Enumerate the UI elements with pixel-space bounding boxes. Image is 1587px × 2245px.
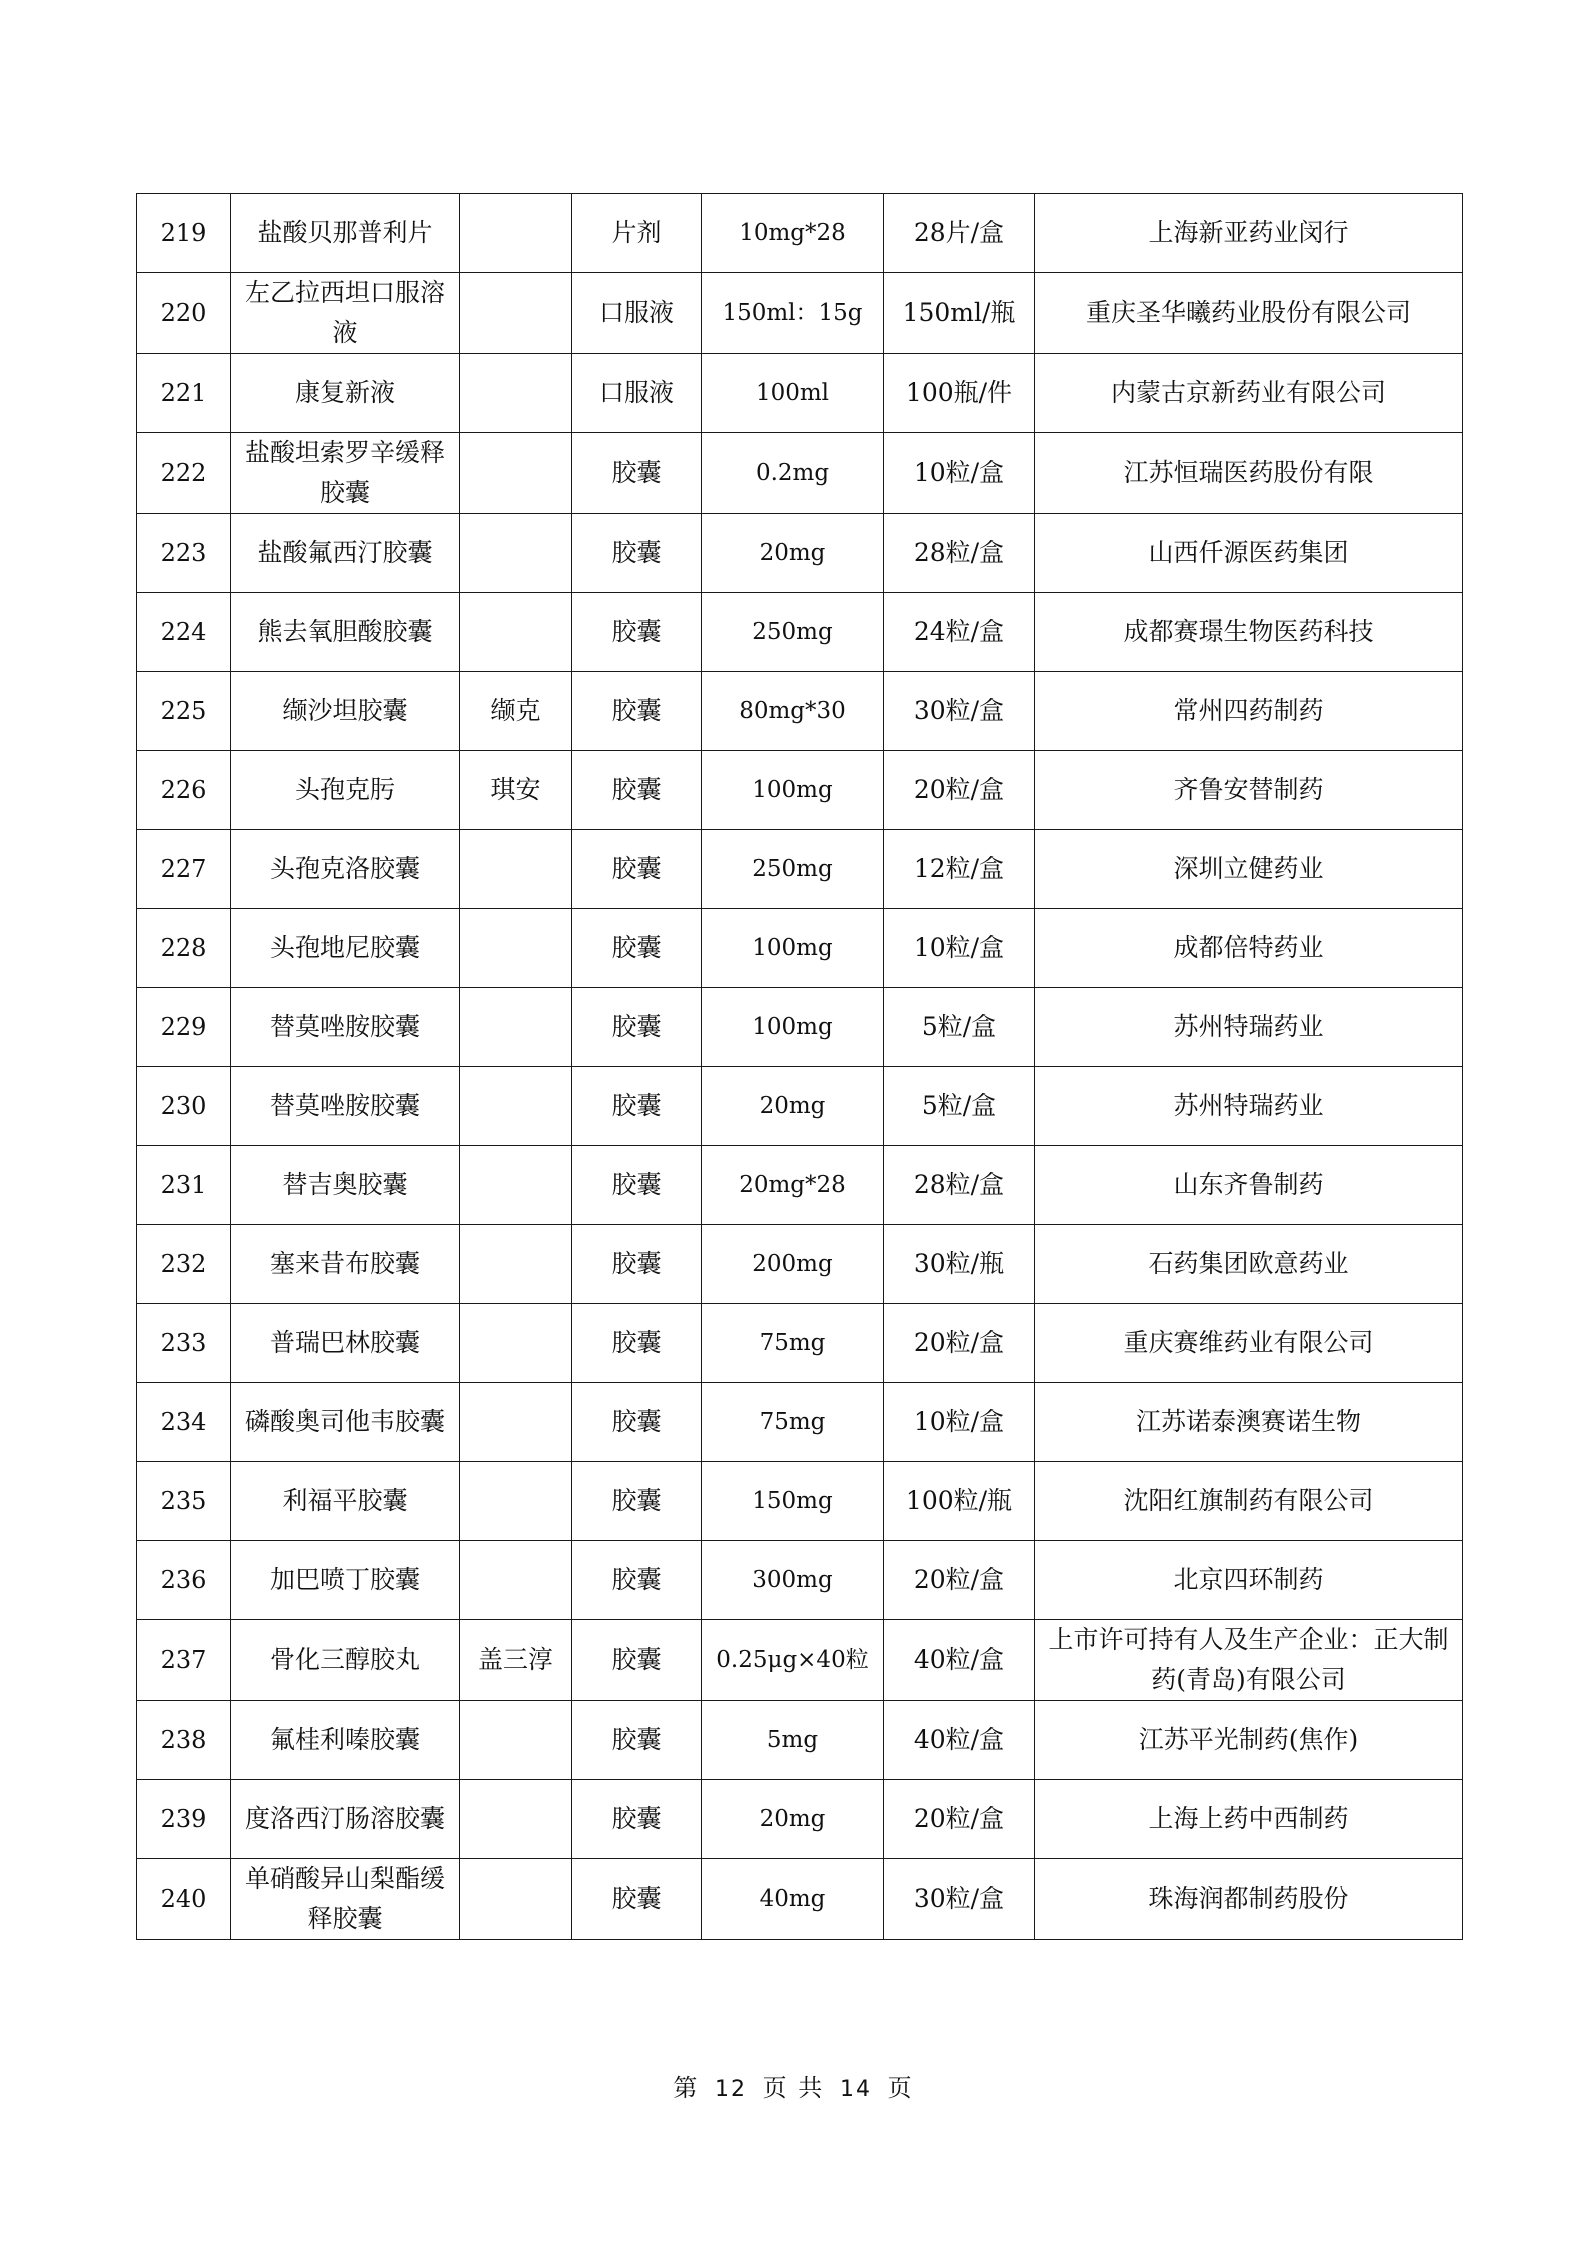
current-page-number: 12 [715, 2077, 748, 2102]
dosage-form-cell: 胶囊 [572, 1620, 702, 1701]
specification-cell: 20mg [702, 1780, 884, 1859]
drug-name-cell: 利福平胶囊 [231, 1462, 460, 1541]
drug-name-cell: 康复新液 [231, 354, 460, 433]
row-number-cell: 224 [137, 593, 231, 672]
specification-cell: 40mg [702, 1859, 884, 1940]
manufacturer-cell: 沈阳红旗制药有限公司 [1035, 1462, 1463, 1541]
brand-name-cell [460, 1541, 572, 1620]
package-cell: 20粒/盒 [884, 751, 1035, 830]
specification-cell: 100mg [702, 909, 884, 988]
drug-name-cell: 替吉奥胶囊 [231, 1146, 460, 1225]
row-number-cell: 236 [137, 1541, 231, 1620]
drug-name-cell: 头孢克洛胶囊 [231, 830, 460, 909]
package-cell: 100瓶/件 [884, 354, 1035, 433]
manufacturer-cell: 常州四药制药 [1035, 672, 1463, 751]
specification-cell: 300mg [702, 1541, 884, 1620]
dosage-form-cell: 胶囊 [572, 1383, 702, 1462]
row-number-cell: 230 [137, 1067, 231, 1146]
drug-name-cell: 磷酸奥司他韦胶囊 [231, 1383, 460, 1462]
specification-cell: 20mg [702, 1067, 884, 1146]
table-row [137, 1225, 1463, 1304]
table-row [137, 1541, 1463, 1620]
brand-name-cell [460, 988, 572, 1067]
table-row [137, 1780, 1463, 1859]
row-number-cell: 237 [137, 1620, 231, 1701]
brand-name-cell [460, 1859, 572, 1940]
manufacturer-cell: 山西仟源医药集团 [1035, 514, 1463, 593]
table-row [137, 1304, 1463, 1383]
drug-name-cell: 普瑞巴林胶囊 [231, 1304, 460, 1383]
manufacturer-cell: 重庆赛维药业有限公司 [1035, 1304, 1463, 1383]
brand-name-cell [460, 1701, 572, 1780]
manufacturer-cell: 珠海润都制药股份 [1035, 1859, 1463, 1940]
manufacturer-cell: 苏州特瑞药业 [1035, 1067, 1463, 1146]
row-number-cell: 220 [137, 273, 231, 354]
package-cell: 10粒/盒 [884, 909, 1035, 988]
package-cell: 28片/盒 [884, 194, 1035, 273]
brand-name-cell: 琪安 [460, 751, 572, 830]
package-cell: 30粒/盒 [884, 1859, 1035, 1940]
table-row [137, 751, 1463, 830]
specification-cell: 200mg [702, 1225, 884, 1304]
manufacturer-cell: 重庆圣华曦药业股份有限公司 [1035, 273, 1463, 354]
footer-middle: 页 共 [762, 2074, 825, 2102]
manufacturer-cell: 山东齐鲁制药 [1035, 1146, 1463, 1225]
dosage-form-cell: 胶囊 [572, 909, 702, 988]
manufacturer-cell: 北京四环制药 [1035, 1541, 1463, 1620]
specification-cell: 150ml：15g [702, 273, 884, 354]
brand-name-cell [460, 1067, 572, 1146]
drug-name-cell: 氟桂利嗪胶囊 [231, 1701, 460, 1780]
package-cell: 30粒/盒 [884, 672, 1035, 751]
dosage-form-cell: 口服液 [572, 354, 702, 433]
package-cell: 40粒/盒 [884, 1701, 1035, 1780]
manufacturer-cell: 江苏平光制药(焦作) [1035, 1701, 1463, 1780]
specification-cell: 0.25μg×40粒 [702, 1620, 884, 1701]
drug-name-cell: 塞来昔布胶囊 [231, 1225, 460, 1304]
dosage-form-cell: 胶囊 [572, 830, 702, 909]
table-row [137, 273, 1463, 354]
package-cell: 40粒/盒 [884, 1620, 1035, 1701]
drug-name-cell: 盐酸贝那普利片 [231, 194, 460, 273]
drug-name-cell: 度洛西汀肠溶胶囊 [231, 1780, 460, 1859]
brand-name-cell [460, 273, 572, 354]
footer-prefix: 第 [673, 2074, 700, 2102]
dosage-form-cell: 胶囊 [572, 1701, 702, 1780]
table-row [137, 1701, 1463, 1780]
drug-name-cell: 加巴喷丁胶囊 [231, 1541, 460, 1620]
dosage-form-cell: 胶囊 [572, 1067, 702, 1146]
brand-name-cell: 缬克 [460, 672, 572, 751]
dosage-form-cell: 胶囊 [572, 1146, 702, 1225]
package-cell: 20粒/盒 [884, 1304, 1035, 1383]
drug-name-cell: 熊去氧胆酸胶囊 [231, 593, 460, 672]
package-cell: 10粒/盒 [884, 433, 1035, 514]
package-cell: 20粒/盒 [884, 1780, 1035, 1859]
row-number-cell: 233 [137, 1304, 231, 1383]
specification-cell: 5mg [702, 1701, 884, 1780]
dosage-form-cell: 胶囊 [572, 1462, 702, 1541]
dosage-form-cell: 胶囊 [572, 1780, 702, 1859]
manufacturer-cell: 上海新亚药业闵行 [1035, 194, 1463, 273]
manufacturer-cell: 深圳立健药业 [1035, 830, 1463, 909]
dosage-form-cell: 口服液 [572, 273, 702, 354]
specification-cell: 75mg [702, 1304, 884, 1383]
drug-name-cell: 盐酸氟西汀胶囊 [231, 514, 460, 593]
row-number-cell: 225 [137, 672, 231, 751]
row-number-cell: 235 [137, 1462, 231, 1541]
table-row [137, 514, 1463, 593]
manufacturer-cell: 江苏恒瑞医药股份有限 [1035, 433, 1463, 514]
drug-name-cell: 头孢克肟 [231, 751, 460, 830]
drug-name-cell: 缬沙坦胶囊 [231, 672, 460, 751]
row-number-cell: 238 [137, 1701, 231, 1780]
brand-name-cell [460, 1304, 572, 1383]
dosage-form-cell: 胶囊 [572, 433, 702, 514]
specification-cell: 75mg [702, 1383, 884, 1462]
row-number-cell: 239 [137, 1780, 231, 1859]
drug-name-cell: 头孢地尼胶囊 [231, 909, 460, 988]
brand-name-cell [460, 354, 572, 433]
table-row [137, 194, 1463, 273]
drug-name-cell: 左乙拉西坦口服溶液 [231, 273, 460, 354]
dosage-form-cell: 胶囊 [572, 988, 702, 1067]
manufacturer-cell: 江苏诺泰澳赛诺生物 [1035, 1383, 1463, 1462]
table-row [137, 988, 1463, 1067]
table-body [137, 194, 1463, 1940]
manufacturer-cell: 齐鲁安替制药 [1035, 751, 1463, 830]
brand-name-cell: 盖三淳 [460, 1620, 572, 1701]
table-row [137, 1383, 1463, 1462]
table-row [137, 1462, 1463, 1541]
row-number-cell: 223 [137, 514, 231, 593]
package-cell: 12粒/盒 [884, 830, 1035, 909]
row-number-cell: 229 [137, 988, 231, 1067]
row-number-cell: 226 [137, 751, 231, 830]
package-cell: 150ml/瓶 [884, 273, 1035, 354]
package-cell: 30粒/瓶 [884, 1225, 1035, 1304]
table-row [137, 433, 1463, 514]
table-row [137, 1620, 1463, 1701]
brand-name-cell [460, 593, 572, 672]
manufacturer-cell: 成都赛璟生物医药科技 [1035, 593, 1463, 672]
row-number-cell: 221 [137, 354, 231, 433]
dosage-form-cell: 胶囊 [572, 1859, 702, 1940]
package-cell: 24粒/盒 [884, 593, 1035, 672]
drug-name-cell: 单硝酸异山梨酯缓释胶囊 [231, 1859, 460, 1940]
specification-cell: 100ml [702, 354, 884, 433]
manufacturer-cell: 石药集团欧意药业 [1035, 1225, 1463, 1304]
total-pages-number: 14 [839, 2077, 872, 2102]
table-row [137, 909, 1463, 988]
package-cell: 5粒/盒 [884, 988, 1035, 1067]
brand-name-cell [460, 514, 572, 593]
specification-cell: 250mg [702, 830, 884, 909]
table-row [137, 1146, 1463, 1225]
brand-name-cell [460, 909, 572, 988]
specification-cell: 20mg [702, 514, 884, 593]
package-cell: 28粒/盒 [884, 1146, 1035, 1225]
specification-cell: 250mg [702, 593, 884, 672]
row-number-cell: 234 [137, 1383, 231, 1462]
drug-list-table [136, 193, 1463, 1940]
row-number-cell: 232 [137, 1225, 231, 1304]
drug-name-cell: 替莫唑胺胶囊 [231, 1067, 460, 1146]
specification-cell: 100mg [702, 751, 884, 830]
package-cell: 10粒/盒 [884, 1383, 1035, 1462]
dosage-form-cell: 胶囊 [572, 1304, 702, 1383]
dosage-form-cell: 胶囊 [572, 1225, 702, 1304]
table-row [137, 1859, 1463, 1940]
manufacturer-cell: 上市许可持有人及生产企业：正大制药(青岛)有限公司 [1035, 1620, 1463, 1701]
brand-name-cell [460, 194, 572, 273]
table-row [137, 354, 1463, 433]
specification-cell: 150mg [702, 1462, 884, 1541]
package-cell: 28粒/盒 [884, 514, 1035, 593]
row-number-cell: 240 [137, 1859, 231, 1940]
table-row [137, 672, 1463, 751]
row-number-cell: 222 [137, 433, 231, 514]
drug-name-cell: 替莫唑胺胶囊 [231, 988, 460, 1067]
dosage-form-cell: 片剂 [572, 194, 702, 273]
row-number-cell: 228 [137, 909, 231, 988]
footer-suffix: 页 [887, 2074, 914, 2102]
table-row [137, 1067, 1463, 1146]
row-number-cell: 231 [137, 1146, 231, 1225]
dosage-form-cell: 胶囊 [572, 1541, 702, 1620]
brand-name-cell [460, 1780, 572, 1859]
dosage-form-cell: 胶囊 [572, 593, 702, 672]
package-cell: 5粒/盒 [884, 1067, 1035, 1146]
brand-name-cell [460, 1146, 572, 1225]
specification-cell: 20mg*28 [702, 1146, 884, 1225]
drug-name-cell: 骨化三醇胶丸 [231, 1620, 460, 1701]
specification-cell: 0.2mg [702, 433, 884, 514]
specification-cell: 80mg*30 [702, 672, 884, 751]
brand-name-cell [460, 1225, 572, 1304]
specification-cell: 10mg*28 [702, 194, 884, 273]
table-row [137, 830, 1463, 909]
manufacturer-cell: 上海上药中西制药 [1035, 1780, 1463, 1859]
row-number-cell: 219 [137, 194, 231, 273]
package-cell: 100粒/瓶 [884, 1462, 1035, 1541]
page-footer [0, 2068, 1587, 2103]
manufacturer-cell: 内蒙古京新药业有限公司 [1035, 354, 1463, 433]
dosage-form-cell: 胶囊 [572, 672, 702, 751]
brand-name-cell [460, 830, 572, 909]
package-cell: 20粒/盒 [884, 1541, 1035, 1620]
brand-name-cell [460, 433, 572, 514]
dosage-form-cell: 胶囊 [572, 751, 702, 830]
brand-name-cell [460, 1462, 572, 1541]
dosage-form-cell: 胶囊 [572, 514, 702, 593]
row-number-cell: 227 [137, 830, 231, 909]
drug-name-cell: 盐酸坦索罗辛缓释胶囊 [231, 433, 460, 514]
table-row [137, 593, 1463, 672]
manufacturer-cell: 成都倍特药业 [1035, 909, 1463, 988]
manufacturer-cell: 苏州特瑞药业 [1035, 988, 1463, 1067]
specification-cell: 100mg [702, 988, 884, 1067]
brand-name-cell [460, 1383, 572, 1462]
